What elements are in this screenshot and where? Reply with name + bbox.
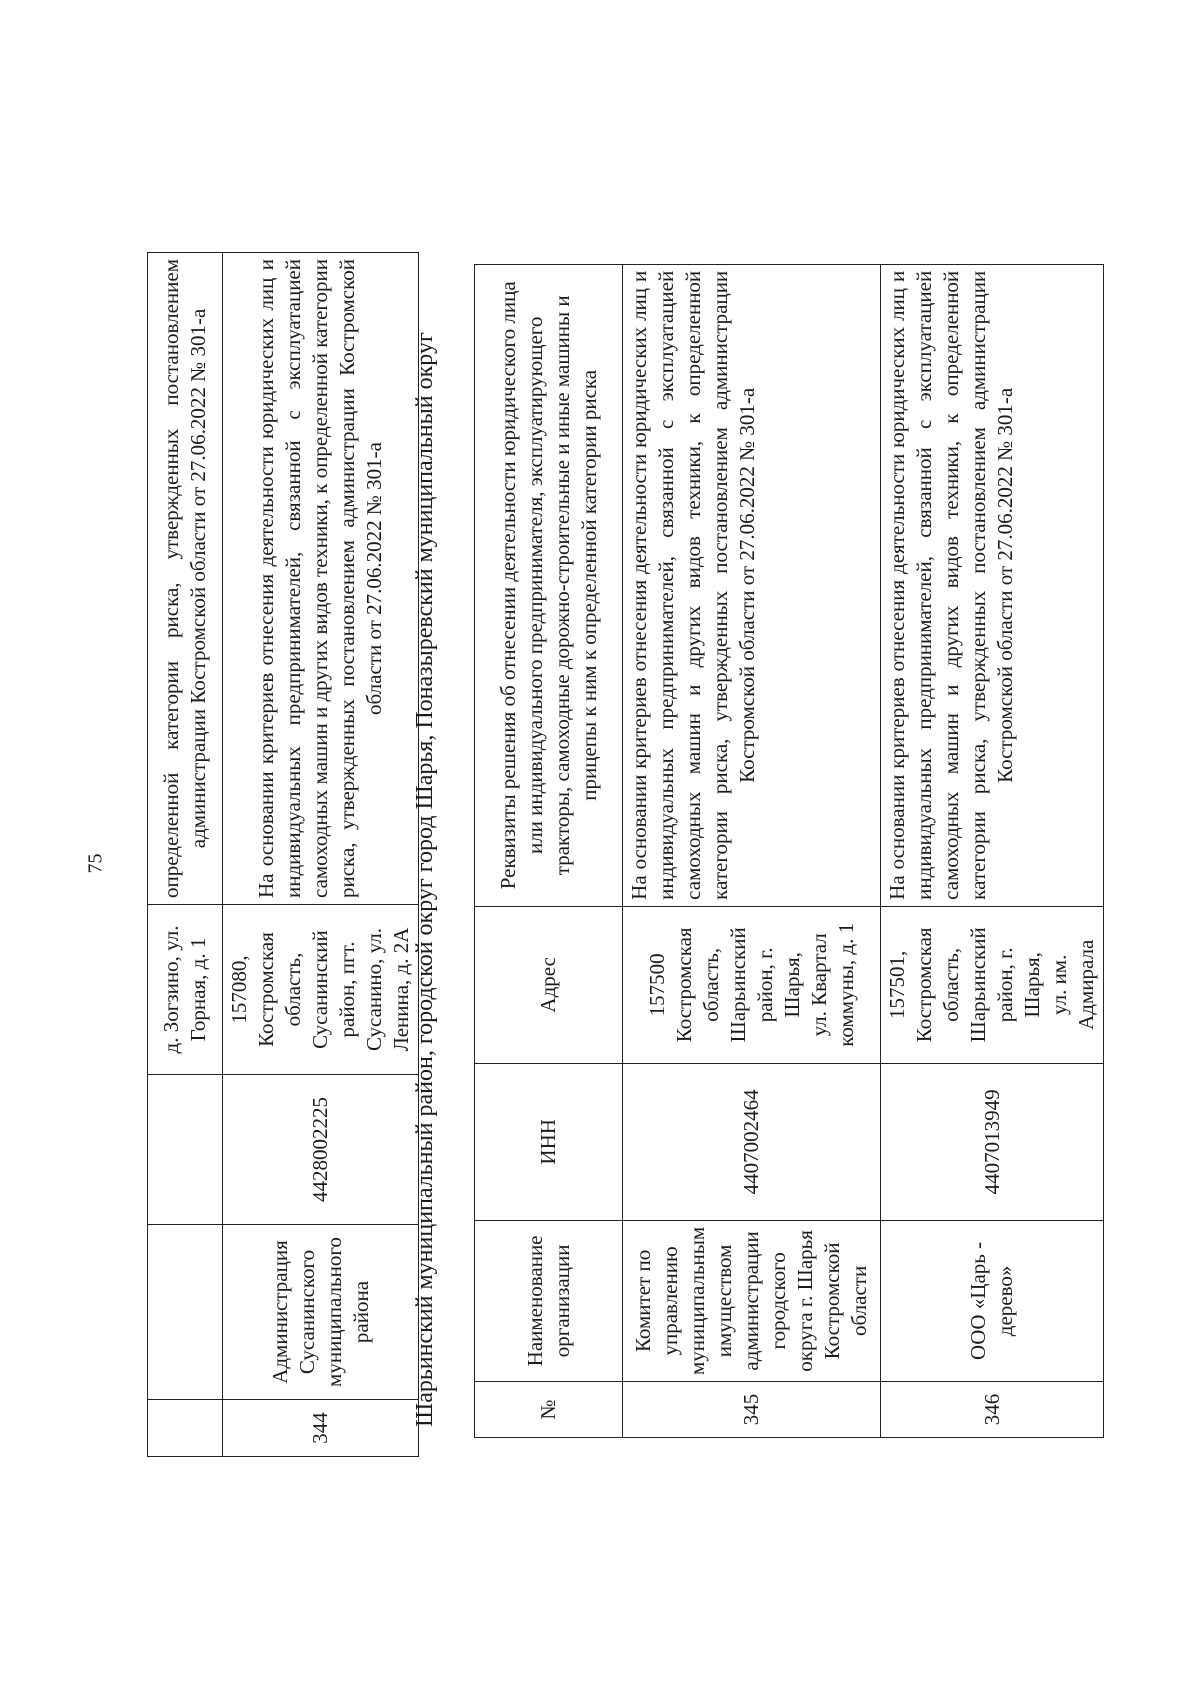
basis-text: На основании критериев отнесения деятельности юридических лиц и индивидуальных предпринимателей, связанной с эксплуатацией самоходных машин и других видов техники, к определенной категории риска, утвержденных постановлением администрации Костромской области от 27.06.2022 № 301-а xyxy=(881,264,1104,906)
basis-text: На основании критериев отнесения деятельности юридических лиц и индивидуальных предпринимателей, связанной с эксплуатацией самоходных машин и других видов техники, к определенной категории риска, утвержденных постановлением администрации Костромской области от 27.06.2022 № 301-а xyxy=(223,253,419,905)
organizations-table xyxy=(474,264,1104,1438)
header-basis: Реквизиты решения об отнесении деятельности юридического лица или индивидуального предпринимателя, эксплуатирующего тракторы, самоходные дорожно-строительные и иные машины и прицепы к ним к определенной категории риска xyxy=(475,264,623,906)
basis-cell: определенной категории риска, утвержденных постановлением администрации Костромской области от 27.06.2022 № 301-а xyxy=(148,253,223,905)
row-number: 346 xyxy=(881,1382,1104,1438)
num-cell xyxy=(148,1400,223,1457)
address-line: ул. им. Адмирала xyxy=(1047,939,1098,1030)
address-value xyxy=(623,906,881,1063)
header-address: Адрес xyxy=(475,906,623,1063)
page-number: 75 xyxy=(84,853,107,874)
table-row xyxy=(881,264,1104,1437)
table-row xyxy=(148,253,223,1457)
section-title: Шарьинский муниципальный район, городской округ город Шарья, Поназыревский муниципальный округ xyxy=(412,332,438,1427)
table-row xyxy=(623,264,881,1437)
organization-name: ООО «Царь - дерево» xyxy=(881,1220,1104,1381)
inn-cell xyxy=(148,1075,223,1225)
basis-text: На основании критериев отнесения деятельности юридических лиц и индивидуальных предпринимателей, связанной с эксплуатацией самоходных машин и других видов техники, к определенной категории риска, утвержденных постановлением администрации Костромской области от 27.06.2022 № 301-а xyxy=(623,264,881,906)
header-name: Наименование организации xyxy=(475,1220,623,1381)
address-value xyxy=(881,906,1104,1063)
inn-value: 4407013949 xyxy=(881,1063,1104,1220)
table-header-row xyxy=(475,264,623,1437)
previous-table-continuation xyxy=(147,252,419,1457)
inn-value: 4407002464 xyxy=(623,1063,881,1220)
row-number: 344 xyxy=(223,1400,419,1457)
name-cell xyxy=(148,1225,223,1400)
address-line: ул. Квартал коммуны, д. 1 xyxy=(806,922,858,1047)
row-number: 345 xyxy=(623,1382,881,1438)
address-line: 157501, xyxy=(885,950,909,1019)
inn-value: 4428002225 xyxy=(223,1075,419,1225)
address-cell: д. Зогзино, ул. Горная, д. 1 xyxy=(148,905,223,1075)
address-value: 157080, Костромская область, Сусанинский район, пгт. Сусанино, ул. Ленина, д. 2А xyxy=(223,905,419,1075)
header-inn: ИНН xyxy=(475,1063,623,1220)
organization-name: Комитет по управлению муниципальным имуществом администрации городского округа г. Шарья Костромской области xyxy=(623,1220,881,1381)
organization-name: Администрация Сусанинского муниципального района xyxy=(223,1225,419,1400)
address-line: Костромская область, Шарьинский район, г. Шарья, xyxy=(912,927,1044,1043)
address-line: Костромская область, Шарьинский район, г. Шарья, xyxy=(671,927,804,1043)
address-line: 157500 xyxy=(644,953,669,1017)
table-row xyxy=(223,253,419,1457)
header-num: № xyxy=(475,1382,623,1438)
